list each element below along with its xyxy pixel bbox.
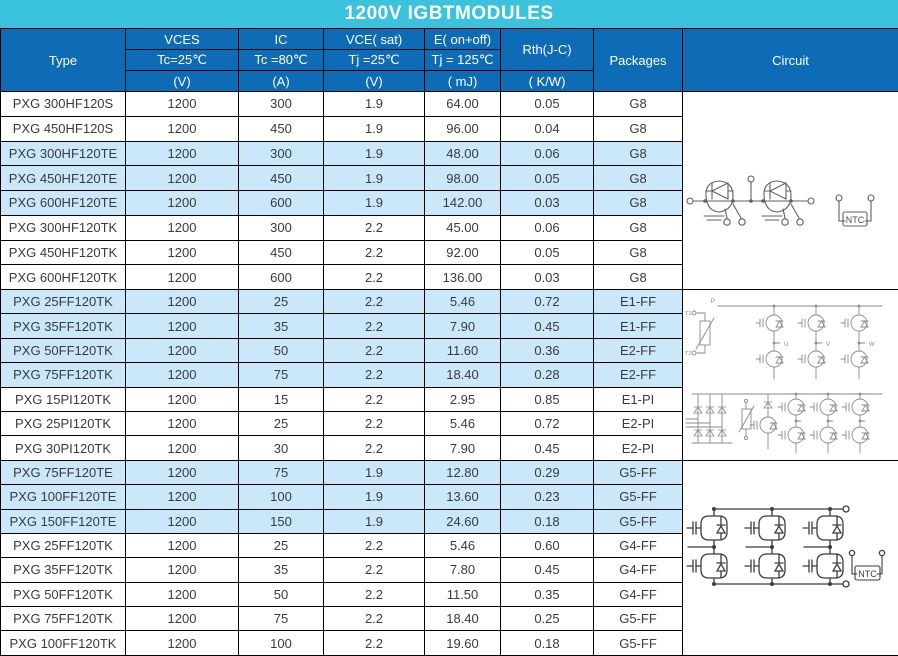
rth-cell: 0.60	[501, 533, 594, 557]
vce-sat-cell: 1.9	[324, 460, 425, 484]
type-cell: PXG 15PI120TK	[1, 387, 126, 411]
vce-sat-cell: 2.2	[324, 436, 425, 460]
e-on-off-cell: 11.50	[425, 582, 501, 606]
col-header-circuit: Circuit	[683, 29, 898, 92]
e-on-off-cell: 18.40	[425, 607, 501, 631]
vce-sat-cell: 1.9	[324, 141, 425, 166]
rth-cell: 0.72	[501, 290, 594, 314]
vce-sat-cell: 2.2	[324, 363, 425, 387]
vces-cell: 1200	[126, 460, 239, 484]
type-cell: PXG 100FF120TK	[1, 631, 126, 655]
cond-e-on-off: Tj = 125℃	[425, 50, 501, 71]
vces-cell: 1200	[126, 240, 239, 265]
vces-cell: 1200	[126, 387, 239, 411]
e-on-off-cell: 12.80	[425, 460, 501, 484]
rth-cell: 0.23	[501, 485, 594, 509]
ic-cell: 100	[239, 485, 324, 509]
package-cell: G8	[594, 116, 683, 141]
type-cell: PXG 75FF120TK	[1, 363, 126, 387]
vces-cell: 1200	[126, 116, 239, 141]
ic-cell: 30	[239, 436, 324, 460]
page-title: 1200V IGBTMODULES	[0, 0, 898, 28]
vces-cell: 1200	[126, 290, 239, 314]
sixpack-with-ntc-circuit-diagram	[684, 461, 898, 654]
ic-cell: 35	[239, 314, 324, 338]
package-cell: G4-FF	[594, 582, 683, 606]
rth-cell: 0.28	[501, 363, 594, 387]
package-cell: G5-FF	[594, 607, 683, 631]
type-cell: PXG 35FF120TK	[1, 558, 126, 582]
package-cell: E2-FF	[594, 338, 683, 362]
col-header-type: Type	[1, 29, 126, 92]
e-on-off-cell: 5.46	[425, 411, 501, 435]
unit-ic: (A)	[239, 71, 324, 92]
ic-cell: 25	[239, 533, 324, 557]
e-on-off-cell: 136.00	[425, 265, 501, 290]
rth-cell: 0.04	[501, 116, 594, 141]
vce-sat-cell: 2.2	[324, 314, 425, 338]
type-cell: PXG 450HF120TK	[1, 240, 126, 265]
e-on-off-cell: 7.90	[425, 436, 501, 460]
package-cell: G5-FF	[594, 485, 683, 509]
package-cell: E2-FF	[594, 363, 683, 387]
sixpack-with-ntc-circuit-diagram	[683, 460, 898, 655]
package-cell: G8	[594, 265, 683, 290]
table-body	[1, 92, 898, 656]
rth-cell: 0.45	[501, 314, 594, 338]
ic-cell: 25	[239, 290, 324, 314]
unit-e-on-off: ( mJ)	[425, 71, 501, 92]
ic-cell: 50	[239, 338, 324, 362]
rth-cell: 0.05	[501, 92, 594, 117]
col-header-packages: Packages	[594, 29, 683, 92]
type-cell: PXG 300HF120S	[1, 92, 126, 117]
e-on-off-cell: 11.60	[425, 338, 501, 362]
package-cell: G8	[594, 92, 683, 117]
ic-cell: 450	[239, 166, 324, 191]
ic-cell: 75	[239, 607, 324, 631]
type-cell: PXG 75FF120TK	[1, 607, 126, 631]
w-phase-label: W	[869, 342, 875, 348]
col-header-e-on-off: E( on+off)	[425, 29, 501, 50]
package-cell: G8	[594, 215, 683, 240]
t1-label: T1	[685, 311, 691, 317]
vces-cell: 1200	[126, 191, 239, 216]
package-cell: G5-FF	[594, 509, 683, 533]
unit-vces: (V)	[126, 71, 239, 92]
ic-cell: 600	[239, 265, 324, 290]
col-header-vce-sat: VCE( sat)	[324, 29, 425, 50]
e-on-off-cell: 5.46	[425, 533, 501, 557]
vce-sat-cell: 1.9	[324, 116, 425, 141]
type-cell: PXG 30PI120TK	[1, 436, 126, 460]
ic-cell: 15	[239, 387, 324, 411]
type-cell: PXG 150FF120TE	[1, 509, 126, 533]
vces-cell: 1200	[126, 558, 239, 582]
vces-cell: 1200	[126, 436, 239, 460]
type-cell: PXG 450HF120TE	[1, 166, 126, 191]
rth-cell: 0.35	[501, 582, 594, 606]
ic-cell: 100	[239, 631, 324, 655]
vces-cell: 1200	[126, 582, 239, 606]
type-cell: PXG 25FF120TK	[1, 290, 126, 314]
rth-cell: 0.06	[501, 215, 594, 240]
ic-cell: 150	[239, 509, 324, 533]
vces-cell: 1200	[126, 314, 239, 338]
vces-cell: 1200	[126, 166, 239, 191]
vce-sat-cell: 2.2	[324, 215, 425, 240]
vces-cell: 1200	[126, 363, 239, 387]
col-header-ic: IC	[239, 29, 324, 50]
e-on-off-cell: 7.80	[425, 558, 501, 582]
package-cell: G5-FF	[594, 631, 683, 655]
package-cell: E1-FF	[594, 290, 683, 314]
e-on-off-cell: 98.00	[425, 166, 501, 191]
rth-cell: 0.18	[501, 509, 594, 533]
sixpack-and-pim-circuit-diagram	[684, 291, 898, 458]
ic-cell: 300	[239, 92, 324, 117]
rth-cell: 0.05	[501, 240, 594, 265]
t2-label: T2	[685, 351, 691, 357]
e-on-off-cell: 96.00	[425, 116, 501, 141]
vce-sat-cell: 2.2	[324, 631, 425, 655]
table-row	[1, 290, 898, 314]
ic-cell: 600	[239, 191, 324, 216]
type-cell: PXG 35FF120TK	[1, 314, 126, 338]
e-on-off-cell: 92.00	[425, 240, 501, 265]
vce-sat-cell: 2.2	[324, 558, 425, 582]
type-cell: PXG 300HF120TE	[1, 141, 126, 166]
vce-sat-cell: 1.9	[324, 92, 425, 117]
ic-cell: 75	[239, 363, 324, 387]
half-bridge-with-ntc-circuit-diagram	[684, 92, 898, 289]
ntc-label: NTC	[858, 569, 877, 579]
vce-sat-cell: 1.9	[324, 485, 425, 509]
vces-cell: 1200	[126, 533, 239, 557]
package-cell: G4-FF	[594, 533, 683, 557]
p-rail-label: P	[710, 298, 714, 305]
vce-sat-cell: 2.2	[324, 240, 425, 265]
e-on-off-cell: 48.00	[425, 141, 501, 166]
type-cell: PXG 600HF120TK	[1, 265, 126, 290]
package-cell: G4-FF	[594, 558, 683, 582]
rth-cell: 0.29	[501, 460, 594, 484]
package-cell: E2-PI	[594, 411, 683, 435]
vce-sat-cell: 2.2	[324, 265, 425, 290]
half-bridge-with-ntc-circuit-diagram	[683, 92, 898, 290]
vces-cell: 1200	[126, 509, 239, 533]
e-on-off-cell: 2.95	[425, 387, 501, 411]
ic-cell: 50	[239, 582, 324, 606]
package-cell: G8	[594, 191, 683, 216]
vces-cell: 1200	[126, 411, 239, 435]
rth-cell: 0.03	[501, 191, 594, 216]
rth-cell: 0.05	[501, 166, 594, 191]
vce-sat-cell: 2.2	[324, 411, 425, 435]
vce-sat-cell: 2.2	[324, 607, 425, 631]
col-header-rth: Rth(J-C)	[501, 29, 594, 71]
type-cell: PXG 25PI120TK	[1, 411, 126, 435]
rth-cell: 0.03	[501, 265, 594, 290]
vces-cell: 1200	[126, 265, 239, 290]
igbt-spec-table	[0, 28, 898, 656]
v-phase-label: V	[826, 342, 830, 348]
vces-cell: 1200	[126, 485, 239, 509]
ic-cell: 450	[239, 116, 324, 141]
sixpack-and-pim-circuit-diagram	[683, 290, 898, 461]
ic-cell: 75	[239, 460, 324, 484]
rth-cell: 0.72	[501, 411, 594, 435]
ic-cell: 300	[239, 215, 324, 240]
rth-cell: 0.45	[501, 558, 594, 582]
u-phase-label: U	[784, 342, 788, 348]
vces-cell: 1200	[126, 92, 239, 117]
e-on-off-cell: 64.00	[425, 92, 501, 117]
vce-sat-cell: 1.9	[324, 166, 425, 191]
package-cell: G8	[594, 141, 683, 166]
rth-cell: 0.85	[501, 387, 594, 411]
table-header	[1, 29, 898, 92]
table-row	[1, 460, 898, 484]
rth-cell: 0.45	[501, 436, 594, 460]
type-cell: PXG 50FF120TK	[1, 582, 126, 606]
e-on-off-cell: 45.00	[425, 215, 501, 240]
cond-ic: Tc =80℃	[239, 50, 324, 71]
vces-cell: 1200	[126, 141, 239, 166]
vce-sat-cell: 2.2	[324, 290, 425, 314]
e-on-off-cell: 7.90	[425, 314, 501, 338]
cond-vces: Tc=25℃	[126, 50, 239, 71]
package-cell: G8	[594, 240, 683, 265]
type-cell: PXG 300HF120TK	[1, 215, 126, 240]
header-row-names	[1, 29, 898, 50]
ic-cell: 300	[239, 141, 324, 166]
e-on-off-cell: 142.00	[425, 191, 501, 216]
e-on-off-cell: 5.46	[425, 290, 501, 314]
vce-sat-cell: 2.2	[324, 582, 425, 606]
unit-vce-sat: (V)	[324, 71, 425, 92]
package-cell: E2-PI	[594, 436, 683, 460]
e-on-off-cell: 19.60	[425, 631, 501, 655]
ntc-label: NTC	[845, 215, 864, 225]
vce-sat-cell: 2.2	[324, 533, 425, 557]
ic-cell: 450	[239, 240, 324, 265]
type-cell: PXG 50FF120TK	[1, 338, 126, 362]
package-cell: G8	[594, 166, 683, 191]
rth-cell: 0.36	[501, 338, 594, 362]
rth-cell: 0.18	[501, 631, 594, 655]
table-row	[1, 92, 898, 117]
vces-cell: 1200	[126, 215, 239, 240]
rth-cell: 0.25	[501, 607, 594, 631]
package-cell: E1-FF	[594, 314, 683, 338]
vces-cell: 1200	[126, 607, 239, 631]
type-cell: PXG 100FF120TE	[1, 485, 126, 509]
type-cell: PXG 75FF120TE	[1, 460, 126, 484]
e-on-off-cell: 13.60	[425, 485, 501, 509]
e-on-off-cell: 18.40	[425, 363, 501, 387]
vce-sat-cell: 2.2	[324, 387, 425, 411]
vce-sat-cell: 1.9	[324, 191, 425, 216]
vce-sat-cell: 1.9	[324, 509, 425, 533]
unit-rth: ( K/W)	[501, 71, 594, 92]
vces-cell: 1200	[126, 338, 239, 362]
package-cell: E1-PI	[594, 387, 683, 411]
rth-cell: 0.06	[501, 141, 594, 166]
package-cell: G5-FF	[594, 460, 683, 484]
type-cell: PXG 600HF120TE	[1, 191, 126, 216]
ic-cell: 25	[239, 411, 324, 435]
type-cell: PXG 450HF120S	[1, 116, 126, 141]
cond-vce-sat: Tj =25℃	[324, 50, 425, 71]
type-cell: PXG 25FF120TK	[1, 533, 126, 557]
e-on-off-cell: 24.60	[425, 509, 501, 533]
col-header-vces: VCES	[126, 29, 239, 50]
vce-sat-cell: 2.2	[324, 338, 425, 362]
ic-cell: 35	[239, 558, 324, 582]
vces-cell: 1200	[126, 631, 239, 655]
